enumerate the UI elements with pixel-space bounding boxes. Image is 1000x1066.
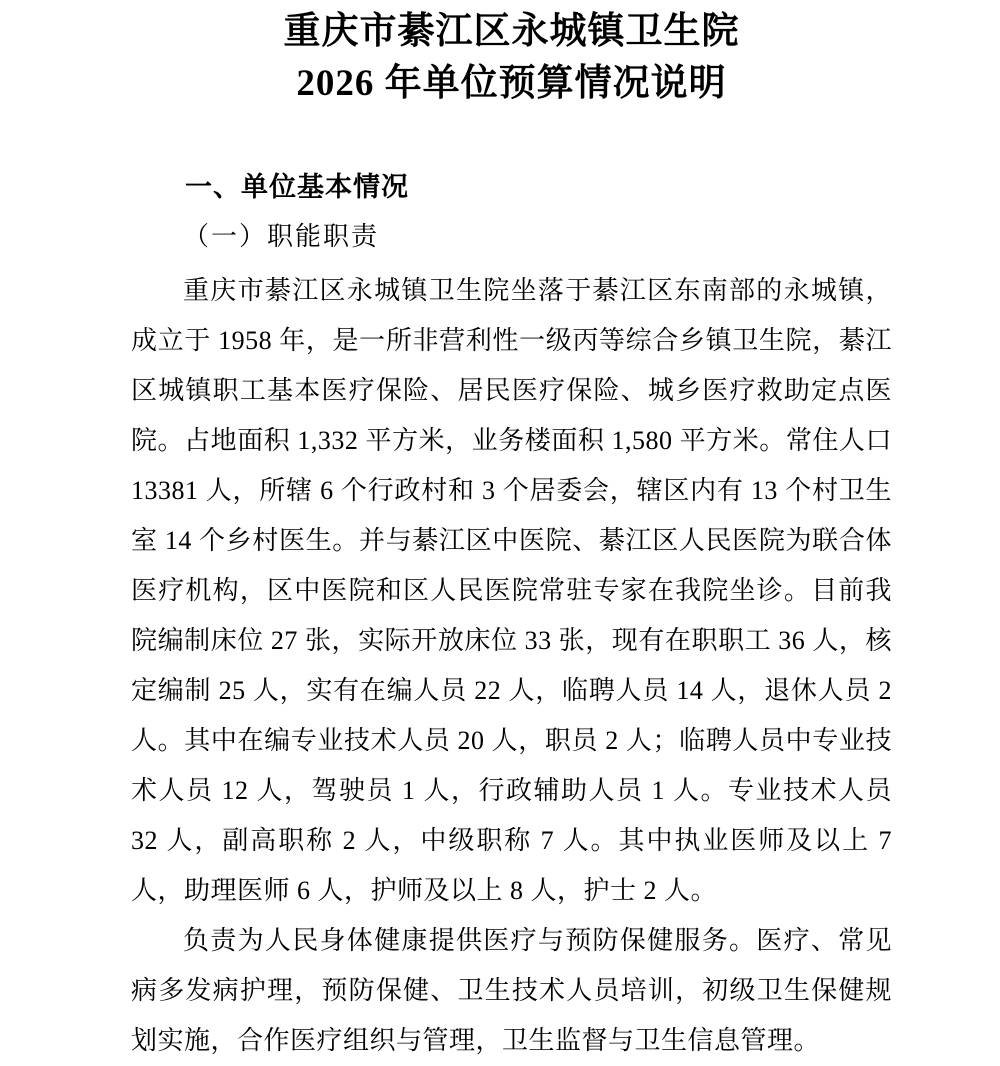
body-paragraph-1: 重庆市綦江区永城镇卫生院坐落于綦江区东南部的永城镇，成立于 1958 年，是一所非营利性一级丙等综合乡镇卫生院，綦江区城镇职工基本医疗保险、居民医疗保险、城乡医疗救助定点医院。占地面积 1,332 平方米，业务楼面积 1,580 平方米。常住人口 13381 人，所辖 6 个行政村和 3 个居委会，辖区内有 13 个村卫生室 14 个乡村医生。并与綦江区中医院、綦江区人民医院为联合体医疗机构，区中医院和区人民医院常驻专家在我院坐诊。目前我院编制床位 27 张，实际开放床位 33 张，现有在职职工 36 人，核定编制 25 人，实有在编人员 22 人，临聘人员 14 人，退休人员 2 人。其中在编专业技术人员 20 人，职员 2 人；临聘人员中专业技术人员 12 人，驾驶员 1 人，行政辅助人员 1 人。专业技术人员 32 人，副高职称 2 人，中级职称 7 人。其中执业医师及以上 7 人，助理医师 6 人，护师及以上 8 人，护士 2 人。 — [131, 276, 892, 905]
document-title-line-1: 重庆市綦江区永城镇卫生院 — [283, 11, 740, 52]
document-title — [131, 6, 892, 110]
subsection-heading: （一）职能职责 — [183, 222, 380, 251]
document-title-line-2: 2026 年单位预算情况说明 — [296, 63, 727, 104]
body-paragraph-2: 负责为人民身体健康提供医疗与预防保健服务。医疗、常见病多发病护理，预防保健、卫生技术人员培训，初级卫生保健规划实施，合作医疗组织与管理，卫生监督与卫生信息管理。 — [131, 926, 892, 1055]
section-heading: 一、单位基本情况 — [185, 172, 409, 202]
